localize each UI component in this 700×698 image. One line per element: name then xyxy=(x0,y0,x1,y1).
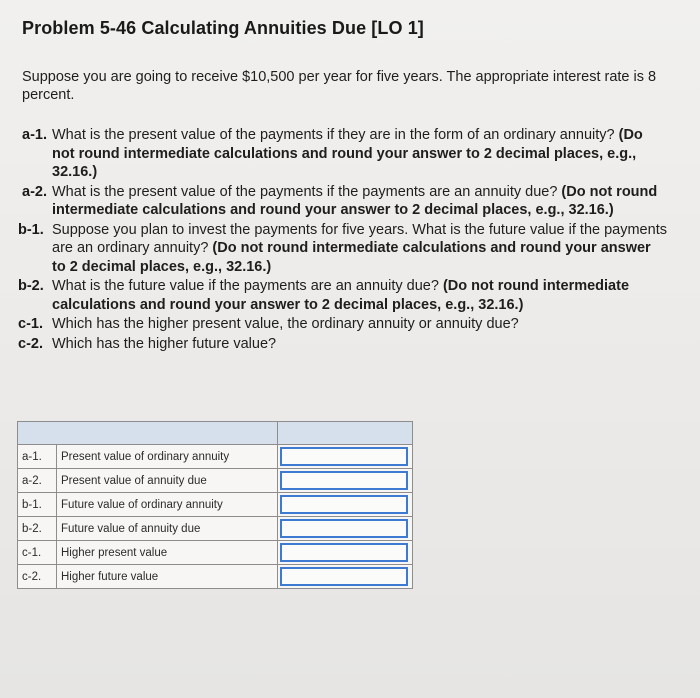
question-c2 xyxy=(18,335,668,354)
question-label: a-1. xyxy=(22,127,47,143)
question-list xyxy=(18,126,668,354)
answer-input-b2[interactable] xyxy=(280,519,408,538)
row-code: b-1. xyxy=(18,493,57,517)
answer-input-a1[interactable] xyxy=(280,447,408,466)
problem-intro: Suppose you are going to receive $10,500 per year for five years. The appropriate interest rate is 8 percent. xyxy=(22,69,657,103)
table-row xyxy=(18,469,413,493)
question-text: Suppose you plan to invest the payments for five years. What is the future value if the payments are an ordinary annuity? (Do not round intermediate calculations and round your answer to 2 decimal places, e.g., 32.16.) xyxy=(52,221,667,275)
question-note: (Do not round intermediate calculations and round your answer to 2 decimal places, e.g., 32.16.) xyxy=(52,183,658,218)
table-row xyxy=(18,445,413,469)
row-label: Future value of annuity due xyxy=(57,517,278,541)
question-label: b-1. xyxy=(18,221,44,238)
question-b1 xyxy=(18,221,668,277)
answer-select-c1[interactable] xyxy=(280,543,408,562)
row-code: c-1. xyxy=(18,541,57,565)
question-note: (Do not round intermediate calculations and round your answer to 2 decimal places, e.g., 32.16.) xyxy=(52,127,643,180)
table-row xyxy=(18,541,413,565)
question-label: b-2. xyxy=(18,278,44,294)
table-header-cell xyxy=(18,422,278,445)
answer-select-c2[interactable] xyxy=(280,567,408,586)
question-c1 xyxy=(18,315,668,334)
answer-input-b1[interactable] xyxy=(280,495,408,514)
answer-input-a2[interactable] xyxy=(280,471,408,490)
problem-title: Problem 5-46 Calculating Annuities Due [LO 1] xyxy=(22,18,424,38)
table-row xyxy=(18,517,413,541)
row-code: a-2. xyxy=(18,469,57,493)
row-label: Present value of ordinary annuity xyxy=(57,445,278,469)
table-row xyxy=(18,565,413,589)
row-label: Future value of ordinary annuity xyxy=(57,493,278,517)
row-code: b-2. xyxy=(18,517,57,541)
answer-table xyxy=(17,421,413,589)
question-text: What is the present value of the payments if the payments are an annuity due? (Do not round intermediate calculations and round your answer to 2 decimal places, e.g., 32.16.) xyxy=(52,183,658,218)
row-label: Higher future value xyxy=(57,565,278,589)
table-row xyxy=(18,493,413,517)
question-note: (Do not round intermediate calculations and round your answer to 2 decimal places, e.g., 32.16.) xyxy=(52,240,651,275)
question-note: (Do not round intermediate calculations and round your answer to 2 decimal places, e.g., 32.16.) xyxy=(52,278,630,313)
question-label: c-2. xyxy=(18,335,43,352)
table-header-cell xyxy=(278,422,413,445)
question-b2 xyxy=(18,277,668,314)
row-code: c-2. xyxy=(18,565,57,589)
question-text: What is the future value if the payments are an annuity due? (Do not round intermediate calculations and round your answer to 2 decimal places, e.g., 32.16.) xyxy=(52,278,630,313)
row-code: a-1. xyxy=(18,445,57,469)
question-a1 xyxy=(18,126,668,182)
question-a2 xyxy=(18,183,668,220)
row-label: Higher present value xyxy=(57,541,278,565)
question-text: Which has the higher future value? xyxy=(52,335,277,352)
row-label: Present value of annuity due xyxy=(57,469,278,493)
table-header-row xyxy=(18,422,413,445)
question-text: Which has the higher present value, the ordinary annuity or annuity due? xyxy=(52,316,519,332)
question-text: What is the present value of the payments if they are in the form of an ordinary annuity? (Do not round intermediate calculations and round your answer to 2 decimal places, e.g., 32.16.) xyxy=(52,127,643,180)
question-label: a-2. xyxy=(22,183,47,200)
question-label: c-1. xyxy=(18,316,43,332)
